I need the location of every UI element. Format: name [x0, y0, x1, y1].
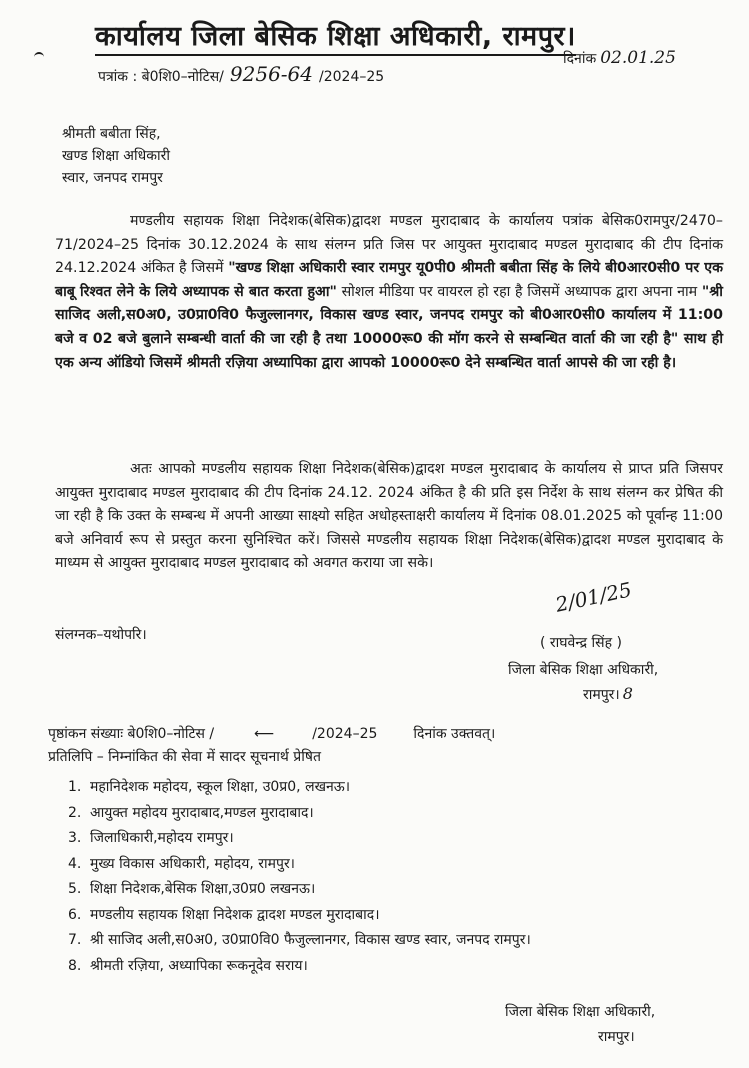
- reference-number: [98, 62, 384, 86]
- addressee-name: श्रीमती बबीता सिंह,: [62, 126, 161, 142]
- addressee-location: स्वार, जनपद रामपुर: [62, 170, 163, 186]
- ref-number: 9256-64: [229, 62, 313, 86]
- endorsement-dash: ⟵: [254, 726, 275, 742]
- p1-quote-a: "खण्ड शिक्षा अधिकारी स्वार रामपुर यू0पी0 श्रीमती बबीता सिंह के लिये बी0आर0सी0 पर एक बाबू रिश्वत लेने के लिये अध्यापक से बात करता हुआ": [55, 260, 723, 300]
- endorsement-date: दिनांक उक्तवत्।: [413, 726, 496, 742]
- list-item: 5. शिक्षा निदेशक,बेसिक शिक्षा,उ0प्र0 लखनऊ।: [68, 881, 316, 897]
- list-item: 1. महानिदेशक महोदय, स्कूल शिक्षा, उ0प्र0, लखनऊ।: [68, 779, 351, 795]
- endorsement-line: [48, 724, 495, 743]
- copy-recipients-list: [68, 775, 531, 979]
- list-item: 8. श्रीमती रज़िया, अध्यापिका रूकनूदेव सराय।: [68, 957, 308, 974]
- ref-label: पत्रांक : बे0शि0–नोटिस/: [98, 69, 224, 85]
- signatory-place: [583, 684, 633, 704]
- body-paragraph-1: [55, 210, 723, 375]
- list-item: 3. जिलाधिकारी,महोदय रामपुर।: [68, 830, 234, 846]
- p1-text-c: सोशल मीडिया पर वायरल हो रहा है जिसमें अध्यापक द्वारा अपना नाम: [341, 283, 698, 300]
- p1-text-a: मण्डलीय सहायक शिक्षा निदेशक(बेसिक)द्वादश मण्डल मुरादाबाद के कार्यालय पत्रांक बेसिक0रामपुर/2470–71/2024–25 दिनांक 30.12.2024 के साथ संलग्न प्रति जिस पर आयुक्त मुरादाबाद मण्डल मुरादाबाद की टीप दिनांक 24.12.2024 अंकित है जिसमें: [55, 213, 723, 277]
- list-item: 2. आयुक्त महोदय मुरादाबाद,मण्डल मुरादाबाद।: [68, 804, 314, 821]
- body-paragraph-2: [55, 458, 723, 576]
- footer-signatory-place: रामपुर।: [598, 1029, 635, 1045]
- signatory-name: ( राघवेन्द्र सिंह ): [540, 635, 622, 651]
- list-item: 7. श्री साजिद अली,स0अ0, उ0प्रा0वि0 फैजुल्लानगर, विकास खण्ड स्वार, जनपद रामपुर।: [68, 932, 531, 948]
- office-title: कार्यालय जिला बेसिक शिक्षा अधिकारी, रामपुर।: [95, 16, 576, 56]
- corner-mark: [34, 52, 44, 57]
- ref-year: /2024–25: [319, 69, 385, 85]
- signatory-place-mark: 8: [622, 684, 633, 703]
- date-value: 02.01.25: [600, 48, 676, 68]
- list-item: 4. मुख्य विकास अधिकारी, महोदय, रामपुर।: [68, 855, 295, 872]
- addressee-block: [62, 123, 170, 189]
- addressee-designation: खण्ड शिक्षा अधिकारी: [62, 148, 170, 164]
- endorsement-label: पृष्ठांकन संख्याः बे0शि0–नोटिस /: [48, 726, 215, 742]
- letter-date: [563, 48, 676, 68]
- signatory-place-text: रामपुर।: [583, 687, 620, 703]
- p1-quote-b: "श्री साजिद अली,स0अ0, उ0प्रा0वि0 फैजुल्लानगर, विकास खण्ड स्वार, जनपद रामपुर को बी0आर0सी0 कार्यालय में 11:00 बजे व 02 बजे बुलाने सम्बन्धी वार्ता की जा रही है तथा 10000रू0 की मॉग करने से सम्बन्धित वार्ता की जा रही है" साथ ही एक अन्य ऑडियो जिसमें श्रीमती रज़िया अध्यापिका द्वारा आपको 10000रू0 देने सम्बन्धित वार्ता आपसे की जा रही है।: [55, 283, 723, 371]
- endorsement-year: /2024–25: [312, 726, 378, 742]
- date-label: दिनांक: [563, 51, 597, 67]
- footer-signatory-title: जिला बेसिक शिक्षा अधिकारी,: [505, 1004, 656, 1020]
- handwritten-signature: 2/01/25: [553, 577, 634, 617]
- signatory-title: जिला बेसिक शिक्षा अधिकारी,: [508, 662, 659, 678]
- p2-text: अतः आपको मण्डलीय सहायक शिक्षा निदेशक(बेसिक)द्वादश मण्डल मुरादाबाद के कार्यालय से प्राप्त प्रति जिसपर आयुक्त मुरादाबाद मण्डल मुरादाबाद की टीप दिनांक 24.12. 2024 अंकित है की प्रति इस निर्देश के साथ संलग्न कर प्रेषित की जा रही है कि उक्त के सम्बन्ध में अपनी आख्या साक्ष्यो सहित अधोहस्ताक्षरी कार्यालय में दिनांक 08.01.2025 को पूर्वान्ह 11:00 बजे अनिवार्य रूप से प्रस्तुत करना सुनिश्चित करें। जिससे मण्डलीय सहायक शिक्षा निदेशक(बेसिक)द्वादश मण्डल मुरादाबाद के माध्यम से आयुक्त मुरादाबाद मण्डल मुरादाबाद को अवगत कराया जा सके।: [55, 461, 723, 572]
- list-item: 6. मण्डलीय सहायक शिक्षा निदेशक द्वादश मण्डल मुरादाबाद।: [68, 906, 380, 923]
- copy-to-heading: प्रतिलिपि – निम्नांकित की सेवा में सादर सूचनार्थ प्रेषित: [48, 749, 321, 765]
- enclosure-note: संलग्नक–यथोपरि।: [55, 627, 147, 643]
